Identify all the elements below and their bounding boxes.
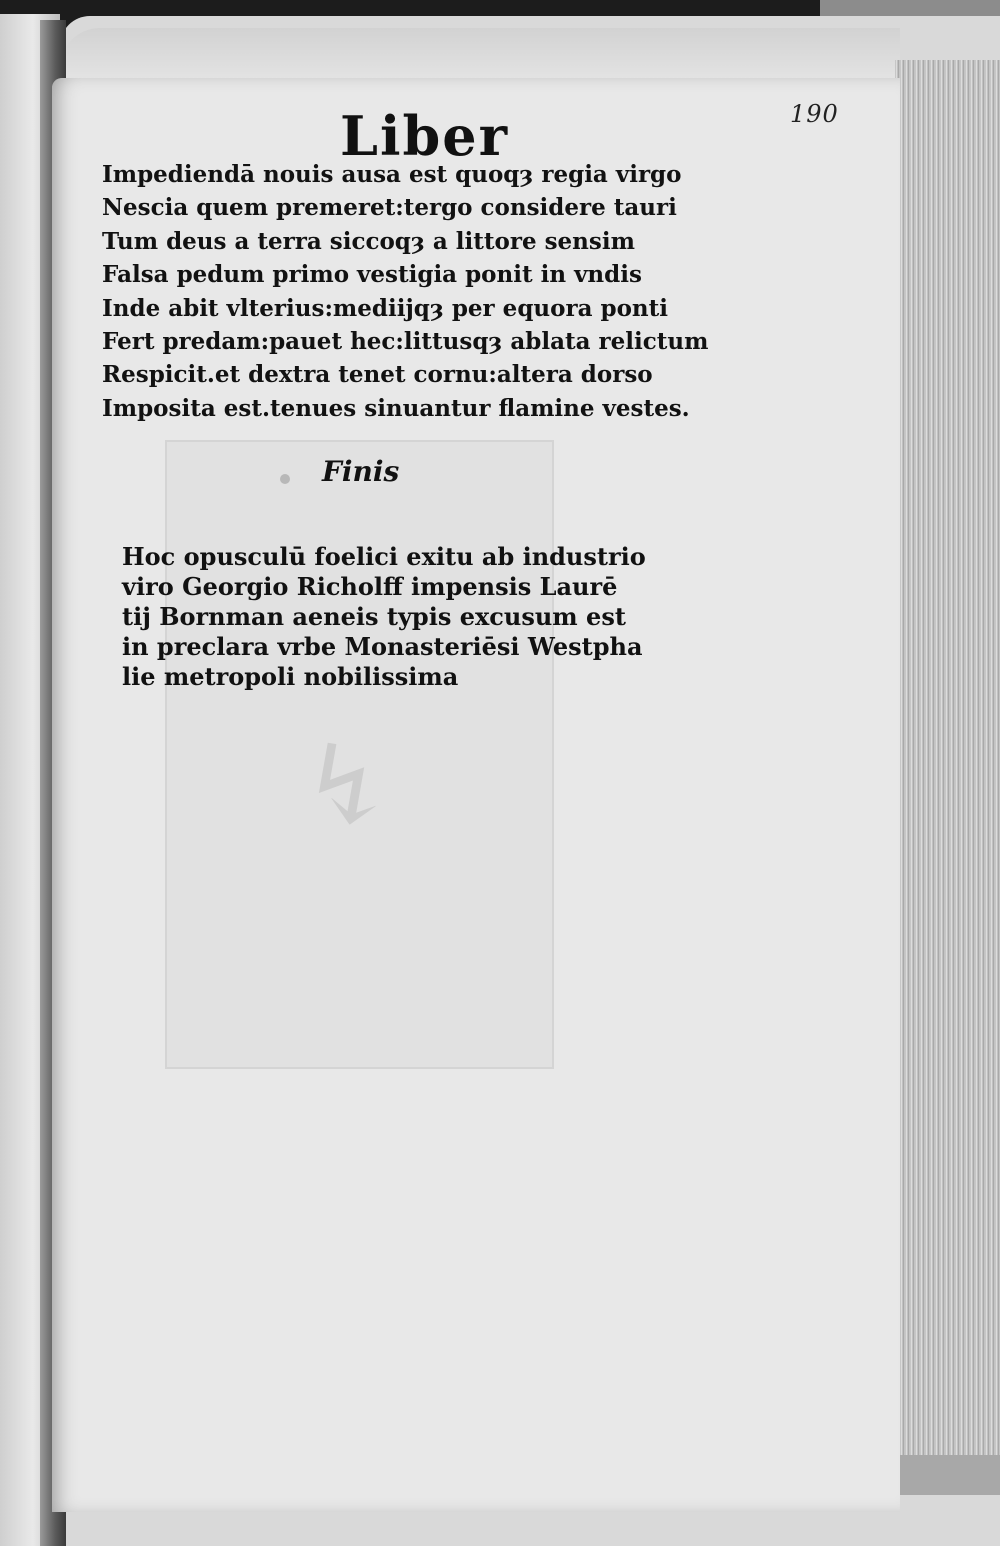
colophon-line: viro Georgio Richolff impensis Laurē xyxy=(122,572,618,601)
folio-number: 190 xyxy=(790,100,839,128)
finis-heading: Finis xyxy=(322,455,400,488)
paper-speck xyxy=(280,474,290,484)
colophon-line: lie metropoli nobilissima xyxy=(122,662,459,691)
verse-line: Nescia quem premeret:tergo considere tauri xyxy=(102,194,677,222)
verse-line: Respicit.et dextra tenet cornu:altera dorso xyxy=(102,361,653,389)
show-through-mark: ↯ xyxy=(300,721,393,849)
colophon-line: Hoc opusculū foelici exitu ab industrio xyxy=(122,542,646,571)
colophon-block xyxy=(122,542,646,692)
verse-line: Inde abit vlterius:mediijqȝ per equora ponti xyxy=(102,294,668,322)
verse-line: Fert predam:pauet hec:littusqȝ ablata relictum xyxy=(102,327,709,355)
colophon-line: tij Bornman aeneis typis excusum est xyxy=(122,602,626,631)
verse-line: Tum deus a terra siccoqȝ a littore sensim xyxy=(102,227,635,255)
verse-block xyxy=(102,158,709,425)
colophon-line: in preclara vrbe Monasteriēsi Westpha xyxy=(122,632,643,661)
page-edges xyxy=(895,60,1000,1490)
verse-line: Impediendā nouis ausa est quoqȝ regia virgo xyxy=(102,161,682,188)
running-title-text: Liber xyxy=(340,104,510,168)
verse-line: Falsa pedum primo vestigia ponit in vndis xyxy=(102,261,642,289)
verse-line: Imposita est.tenues sinuantur flamine vestes. xyxy=(102,394,690,422)
